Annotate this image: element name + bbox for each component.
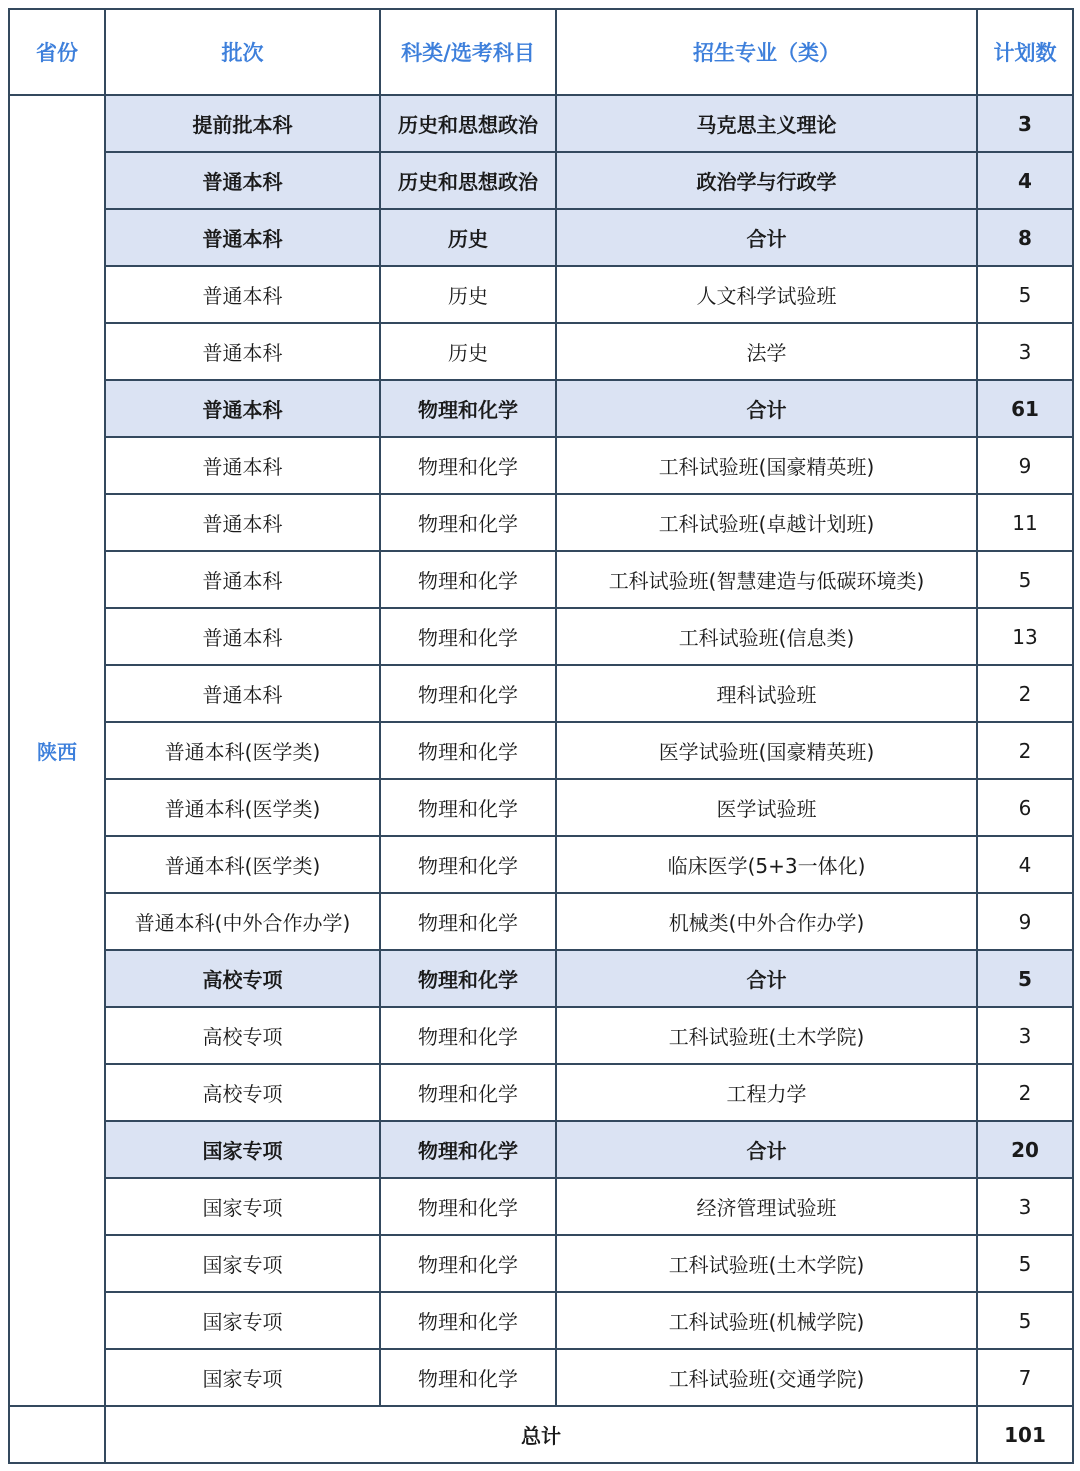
major-cell: 工科试验班(信息类) <box>556 608 977 665</box>
quota-cell: 20 <box>977 1121 1073 1178</box>
subject-cell: 物理和化学 <box>380 1235 556 1292</box>
batch-cell: 提前批本科 <box>105 95 380 152</box>
quota-cell: 4 <box>977 152 1073 209</box>
batch-cell: 普通本科 <box>105 665 380 722</box>
subject-cell: 物理和化学 <box>380 1349 556 1406</box>
subtotal-row <box>9 1121 1073 1178</box>
header-major: 招生专业（类） <box>556 9 977 95</box>
table-row <box>9 608 1073 665</box>
major-cell: 经济管理试验班 <box>556 1178 977 1235</box>
major-cell: 工科试验班(卓越计划班) <box>556 494 977 551</box>
subject-cell: 物理和化学 <box>380 836 556 893</box>
total-label: 总计 <box>105 1406 977 1463</box>
batch-cell: 普通本科(医学类) <box>105 722 380 779</box>
header-subject: 科类/选考科目 <box>380 9 556 95</box>
header-province: 省份 <box>9 9 105 95</box>
header-batch: 批次 <box>105 9 380 95</box>
table-row <box>9 551 1073 608</box>
major-cell: 工程力学 <box>556 1064 977 1121</box>
batch-cell: 国家专项 <box>105 1235 380 1292</box>
enrollment-plan-table <box>8 8 1074 1464</box>
major-cell: 工科试验班(智慧建造与低碳环境类) <box>556 551 977 608</box>
subject-cell: 历史 <box>380 209 556 266</box>
quota-cell: 5 <box>977 950 1073 1007</box>
quota-cell: 3 <box>977 323 1073 380</box>
quota-cell: 2 <box>977 1064 1073 1121</box>
table-row <box>9 722 1073 779</box>
subject-cell: 物理和化学 <box>380 665 556 722</box>
major-cell: 人文科学试验班 <box>556 266 977 323</box>
major-cell: 合计 <box>556 380 977 437</box>
batch-cell: 国家专项 <box>105 1292 380 1349</box>
table-row <box>9 1178 1073 1235</box>
major-cell: 马克思主义理论 <box>556 95 977 152</box>
batch-cell: 普通本科 <box>105 551 380 608</box>
major-cell: 工科试验班(土木学院) <box>556 1007 977 1064</box>
total-quota: 101 <box>977 1406 1073 1463</box>
table-row <box>9 494 1073 551</box>
table-row <box>9 779 1073 836</box>
major-cell: 政治学与行政学 <box>556 152 977 209</box>
quota-cell: 3 <box>977 1178 1073 1235</box>
quota-cell: 6 <box>977 779 1073 836</box>
batch-cell: 普通本科(医学类) <box>105 779 380 836</box>
table-row <box>9 836 1073 893</box>
subject-cell: 历史和思想政治 <box>380 152 556 209</box>
batch-cell: 普通本科 <box>105 152 380 209</box>
batch-cell: 普通本科(医学类) <box>105 836 380 893</box>
quota-cell: 5 <box>977 1292 1073 1349</box>
subject-cell: 历史和思想政治 <box>380 95 556 152</box>
subject-cell: 物理和化学 <box>380 1121 556 1178</box>
quota-cell: 13 <box>977 608 1073 665</box>
subtotal-row <box>9 380 1073 437</box>
quota-cell: 11 <box>977 494 1073 551</box>
quota-cell: 2 <box>977 722 1073 779</box>
table-body <box>9 95 1073 1463</box>
subtotal-row <box>9 152 1073 209</box>
major-cell: 合计 <box>556 1121 977 1178</box>
major-cell: 工科试验班(国豪精英班) <box>556 437 977 494</box>
subject-cell: 物理和化学 <box>380 950 556 1007</box>
subject-cell: 物理和化学 <box>380 551 556 608</box>
subject-cell: 物理和化学 <box>380 494 556 551</box>
table-row <box>9 1007 1073 1064</box>
batch-cell: 高校专项 <box>105 1007 380 1064</box>
table-row <box>9 665 1073 722</box>
subject-cell: 物理和化学 <box>380 722 556 779</box>
batch-cell: 国家专项 <box>105 1178 380 1235</box>
table-row <box>9 1235 1073 1292</box>
quota-cell: 4 <box>977 836 1073 893</box>
subject-cell: 物理和化学 <box>380 380 556 437</box>
quota-cell: 8 <box>977 209 1073 266</box>
table-row <box>9 1349 1073 1406</box>
batch-cell: 高校专项 <box>105 950 380 1007</box>
batch-cell: 国家专项 <box>105 1349 380 1406</box>
major-cell: 医学试验班 <box>556 779 977 836</box>
subject-cell: 物理和化学 <box>380 1007 556 1064</box>
subject-cell: 物理和化学 <box>380 608 556 665</box>
quota-cell: 5 <box>977 266 1073 323</box>
quota-cell: 5 <box>977 551 1073 608</box>
major-cell: 合计 <box>556 950 977 1007</box>
batch-cell: 普通本科 <box>105 209 380 266</box>
batch-cell: 普通本科 <box>105 494 380 551</box>
major-cell: 工科试验班(交通学院) <box>556 1349 977 1406</box>
quota-cell: 9 <box>977 437 1073 494</box>
subject-cell: 物理和化学 <box>380 1064 556 1121</box>
header-quota: 计划数 <box>977 9 1073 95</box>
batch-cell: 普通本科(中外合作办学) <box>105 893 380 950</box>
subject-cell: 历史 <box>380 323 556 380</box>
quota-cell: 2 <box>977 665 1073 722</box>
major-cell: 理科试验班 <box>556 665 977 722</box>
major-cell: 工科试验班(土木学院) <box>556 1235 977 1292</box>
subtotal-row <box>9 209 1073 266</box>
total-province-cell <box>9 1406 105 1463</box>
quota-cell: 61 <box>977 380 1073 437</box>
major-cell: 法学 <box>556 323 977 380</box>
total-row <box>9 1406 1073 1463</box>
table-row <box>9 1292 1073 1349</box>
batch-cell: 高校专项 <box>105 1064 380 1121</box>
batch-cell: 普通本科 <box>105 437 380 494</box>
quota-cell: 9 <box>977 893 1073 950</box>
major-cell: 临床医学(5+3一体化) <box>556 836 977 893</box>
subject-cell: 物理和化学 <box>380 893 556 950</box>
subject-cell: 历史 <box>380 266 556 323</box>
batch-cell: 普通本科 <box>105 608 380 665</box>
batch-cell: 国家专项 <box>105 1121 380 1178</box>
quota-cell: 7 <box>977 1349 1073 1406</box>
major-cell: 合计 <box>556 209 977 266</box>
subject-cell: 物理和化学 <box>380 437 556 494</box>
province-cell: 陕西 <box>9 95 105 1406</box>
table-row <box>9 1064 1073 1121</box>
subtotal-row <box>9 950 1073 1007</box>
subject-cell: 物理和化学 <box>380 1292 556 1349</box>
batch-cell: 普通本科 <box>105 380 380 437</box>
quota-cell: 3 <box>977 95 1073 152</box>
major-cell: 机械类(中外合作办学) <box>556 893 977 950</box>
batch-cell: 普通本科 <box>105 266 380 323</box>
table-row <box>9 266 1073 323</box>
major-cell: 工科试验班(机械学院) <box>556 1292 977 1349</box>
major-cell: 医学试验班(国豪精英班) <box>556 722 977 779</box>
quota-cell: 5 <box>977 1235 1073 1292</box>
quota-cell: 3 <box>977 1007 1073 1064</box>
subject-cell: 物理和化学 <box>380 779 556 836</box>
table-row <box>9 893 1073 950</box>
batch-cell: 普通本科 <box>105 323 380 380</box>
subject-cell: 物理和化学 <box>380 1178 556 1235</box>
subtotal-row <box>9 95 1073 152</box>
header-row <box>9 9 1073 95</box>
table-row <box>9 323 1073 380</box>
table-row <box>9 437 1073 494</box>
